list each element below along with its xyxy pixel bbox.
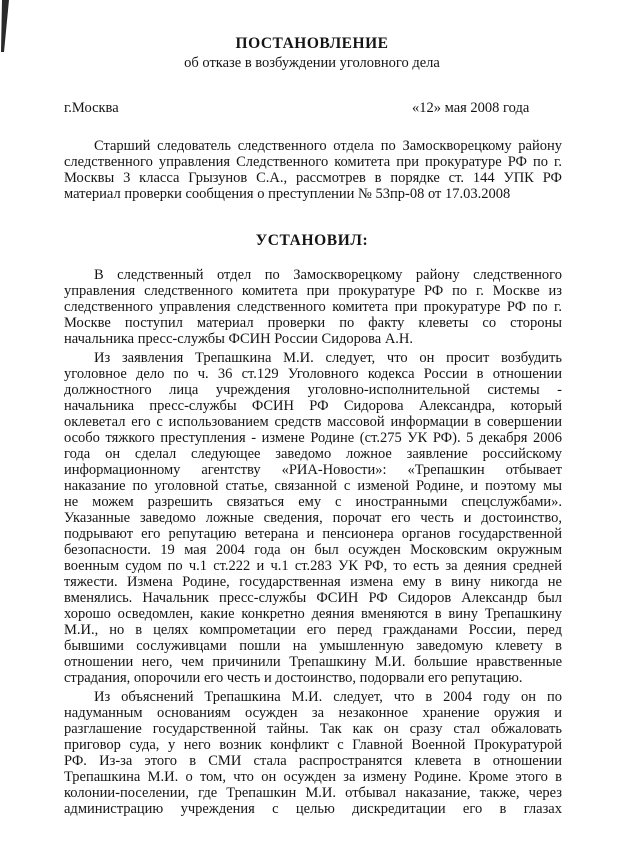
text-line: начальника пресс-службы ФСИН РФ Сидорова Александра, который <box>64 398 562 414</box>
text-line: разглашение государственной тайны. Так как он сразу стал обжаловать <box>64 721 562 737</box>
text-line: Москве поступил материал проверки по факту клеветы со стороны <box>64 315 562 331</box>
text-line: Из заявления Трепашкина М.И. следует, что он просит возбудить <box>94 350 562 366</box>
text-line: вменялись. Начальник пресс-службы ФСИН РФ Сидоров Александр был <box>64 590 562 606</box>
text-line: надуманным основаниям осужден за незаконное хранение оружия и <box>64 705 562 721</box>
text-line: М.И., но в целях компрометации его перед гражданами России, перед <box>64 622 562 638</box>
intro-paragraph <box>64 138 562 202</box>
text-line: наказание по уголовной статье, связанной с изменой Родине, и поэтому мы <box>64 478 562 494</box>
document-date: «12» мая 2008 года <box>412 100 530 116</box>
text-line: не можем разрешить связаться ему с иностранными спецслужбами». <box>64 494 562 510</box>
text-line: администрацию учреждения с целью дискредитации его в глазах <box>64 801 562 817</box>
document-place: г.Москва <box>64 100 119 116</box>
text-line: отношении него, чем причинили Трепашкину М.И. большие нравственные <box>64 654 562 670</box>
text-line: колонии-поселении, где Трепашкин М.И. отбывал наказание, также, через <box>64 785 562 801</box>
text-line: Старший следователь следственного отдела по Замоскворецкому району <box>94 138 562 154</box>
text-line: управления следственного комитета при прокуратуре РФ по г. Москве из <box>64 283 562 299</box>
section-heading: УСТАНОВИЛ: <box>255 232 369 249</box>
text-line: безопасности. 19 мая 2004 года он был осужден Московским окружным <box>64 542 562 558</box>
document-title: ПОСТАНОВЛЕНИЕ <box>235 35 389 52</box>
text-line: Москвы 3 класса Грызунов С.А., рассмотрев в порядке ст. 144 УПК РФ <box>64 170 562 186</box>
text-line: особо тяжкого преступления - измене Родине (ст.275 УК РФ). 5 декабря 2006 <box>64 430 562 446</box>
text-line: Указанные заведомо ложные сведения, порочат его честь и достоинство, <box>64 510 562 526</box>
text-line: следственного управления следственного комитета при прокуратуре РФ по г. <box>64 299 562 315</box>
text-line: военным судом по ч.1 ст.222 и ч.1 ст.283 УК РФ, то есть за деяния средней <box>64 558 562 574</box>
text-line: материал проверки сообщения о преступлении № 53пр-08 от 17.03.2008 <box>64 186 511 202</box>
text-line: уголовное дело по ч. 36 ст.129 Уголовного кодекса России в отношении <box>64 366 562 382</box>
text-line: приговор суда, у него возник конфликт с Главной Военной Прокуратурой <box>64 737 562 753</box>
paragraph-3 <box>64 689 562 817</box>
text-line: подрывают его репутацию ветерана и пенсионера органов государственной <box>64 526 562 542</box>
paragraph-2 <box>64 350 562 686</box>
text-line: информационному агентству «РИА-Новости»: «Трепашкин отбывает <box>64 462 562 478</box>
text-line: следственного управления Следственного комитета при прокуратуре РФ по г. <box>64 154 562 170</box>
text-line: начальника пресс-службы ФСИН России Сидорова А.Н. <box>64 331 414 347</box>
text-line: оклеветал его с использованием средств массовой информации в совершении <box>64 414 562 430</box>
document-subtitle: об отказе в возбуждении уголовного дела <box>184 55 440 71</box>
text-line: года он сделал следующее заведомо ложное заявление российскому <box>64 446 562 462</box>
text-line: РФ. Из-за этого в СМИ стала распространятся клевета в отношении <box>64 753 562 769</box>
text-line: В следственный отдел по Замоскворецкому району следственного <box>94 267 562 283</box>
text-line: должностного лица учреждения уголовно-исполнительной системы - <box>64 382 562 398</box>
paragraph-1 <box>64 267 562 347</box>
text-line: бывшими сослуживцами пошли на умышленную заведомую клевету в <box>64 638 562 654</box>
text-line: Из объяснений Трепашкина М.И. следует, что в 2004 году он по <box>94 689 562 705</box>
text-line: хорошо осведомлен, какие конкретно деяния вменяются в вину Трепашкину <box>64 606 562 622</box>
text-line: страдания, опорочили его честь и достоинство, подорвали его репутацию. <box>64 670 523 686</box>
text-line: Трепашкина М.И. о том, что он осужден за измену Родине. Кроме этого в <box>64 769 562 785</box>
text-line: тяжести. Измена Родине, государственная измена ему в вину никогда не <box>64 574 562 590</box>
